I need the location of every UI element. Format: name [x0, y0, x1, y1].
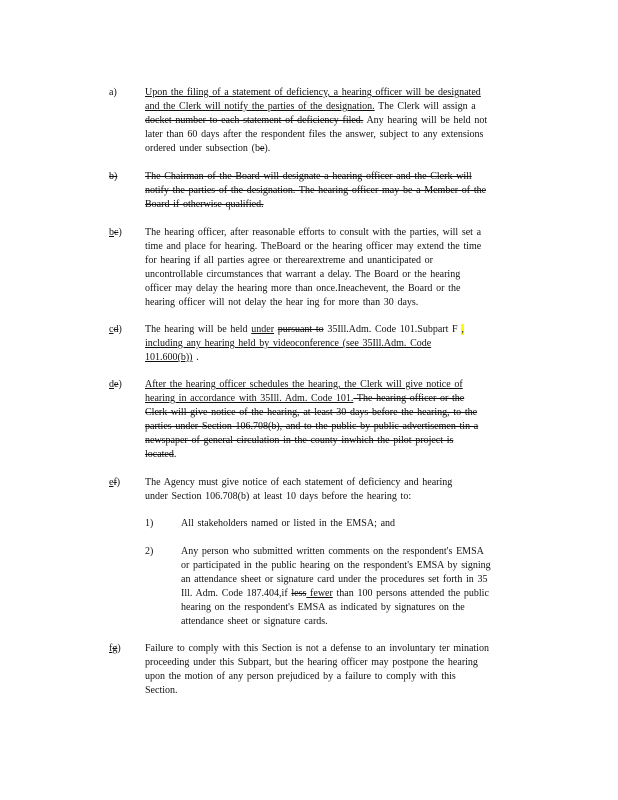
- inserted-text: fewer: [306, 587, 333, 599]
- paragraph-text: [145, 642, 532, 698]
- text-line: [145, 392, 532, 406]
- text-run: for hearing if all parties agree or therearextreme and unanticipated or: [145, 254, 433, 266]
- text-line: [145, 268, 532, 282]
- text-run: The Clerk will assign a: [374, 100, 476, 112]
- text-line: [145, 406, 532, 420]
- text-line: [145, 420, 532, 434]
- text-line: [181, 559, 532, 573]
- text-run: .: [192, 351, 199, 363]
- inserted-text: under: [251, 324, 275, 335]
- deleted-text: located: [145, 448, 174, 460]
- paragraph-text: [145, 170, 532, 212]
- text-line: [145, 337, 532, 351]
- paragraph-text: [145, 323, 532, 365]
- text-line: [145, 142, 532, 156]
- text-run: upon the motion of any person prejudiced by a failure to comply with this: [145, 670, 456, 682]
- text-run: hearing on the respondent's EMSA as indicated by signatures on the: [181, 601, 465, 613]
- deleted-text: Board if otherwise qualified.: [145, 198, 264, 210]
- paragraph-label: ef): [109, 477, 121, 488]
- text-line: [145, 86, 532, 100]
- text-line: [145, 642, 532, 656]
- text-run: All stakeholders named or listed in the EMSA; and: [181, 518, 396, 529]
- text-line: [145, 476, 532, 490]
- deleted-text: parties under Section 106.708(b), and to the public by public advertisemen tin a: [145, 420, 479, 432]
- text-run: uncontrollable circumstances that warrant a delay. The Board or the hearing: [145, 268, 461, 280]
- deleted-text: The hearing officer or the: [353, 392, 465, 404]
- deleted-text: less: [291, 587, 307, 599]
- inserted-text: and the Clerk will notify the parties of the designation.: [145, 100, 375, 112]
- text-line: [181, 573, 532, 587]
- subitem-text: [181, 517, 532, 531]
- text-run: under Section 106.708(b) at least 10 days before the hearing to:: [145, 490, 412, 502]
- paragraph-text: [145, 476, 532, 504]
- text-run: an attendance sheet or signature card under the procedures set forth in 35: [181, 573, 488, 585]
- text-line: [145, 184, 532, 198]
- text-run: 35Ill.Adm. Code 101.Subpart F: [323, 324, 462, 335]
- text-run: attendance sheet or signature cards.: [181, 615, 328, 627]
- paragraph-label: a): [109, 87, 117, 98]
- inserted-text: After the hearing officer schedules the hearing, the Clerk will give notice of: [145, 379, 463, 390]
- text-run: ordered under subsection (b: [145, 142, 260, 154]
- deleted-text: The Chairman of the Board will designate a hearing officer and the Clerk will: [145, 171, 472, 182]
- text-line: [145, 490, 532, 504]
- deleted-text: e: [259, 142, 265, 154]
- subitem-text: [181, 545, 532, 628]
- text-line: [145, 240, 532, 254]
- deleted-text: Clerk will give notice of the hearing, at least 30 days before the hearing, to the: [145, 406, 478, 418]
- text-line: [145, 434, 532, 448]
- text-run: proceeding under this Subpart, but the hearing officer may postpone the hearing: [145, 656, 478, 668]
- text-line: [181, 615, 532, 629]
- text-line: [145, 684, 532, 698]
- text-line: [145, 282, 532, 296]
- paragraph-label: fg): [109, 643, 121, 654]
- paragraph-label: bc): [109, 227, 122, 238]
- subitem-label: 2): [145, 546, 154, 557]
- text-run: The hearing will be held: [145, 324, 252, 335]
- text-run: than 100 persons attended the public: [332, 587, 489, 599]
- text-line: [145, 448, 532, 462]
- text-run: officer may delay the hearing more than once.Ineachevent, the Board or the: [145, 282, 461, 294]
- text-run: .: [173, 448, 177, 460]
- highlighted-text: ,: [461, 324, 464, 335]
- text-run: Ill. Adm. Code 187.404,if: [181, 587, 292, 599]
- text-run: or participated in the public hearing on the respondent's EMSA by signing: [181, 559, 491, 571]
- text-line: [145, 656, 532, 670]
- paragraph-label-deleted: b): [109, 171, 118, 182]
- inserted-text: including any hearing held by videoconference (see 35Ill.Adm. Code: [145, 337, 432, 349]
- inserted-text: 101.600(b)): [145, 351, 193, 363]
- text-line: [145, 254, 532, 268]
- text-run: Any hearing will be held not: [363, 114, 488, 126]
- text-run: time and place for hearing. TheBoard or the hearing officer may extend the time: [145, 240, 482, 252]
- text-line: [181, 587, 532, 601]
- inserted-text: Upon the filing of a statement of deficiency, a hearing officer will be designated: [145, 87, 481, 98]
- deleted-text: pursuant to: [277, 324, 324, 335]
- paragraph-label: cd): [109, 324, 122, 335]
- text-line: [145, 114, 532, 128]
- paragraph-text: [145, 86, 532, 156]
- text-line: [145, 128, 532, 142]
- deleted-text: docket number to each statement of deficiency filed.: [145, 114, 364, 126]
- text-run: Section.: [145, 684, 178, 696]
- text-run: The hearing officer, after reasonable efforts to consult with the parties, will set a: [145, 227, 482, 238]
- text-line: [181, 601, 532, 615]
- text-run: Any person who submitted written comments on the respondent's EMSA: [181, 546, 484, 557]
- paragraph-text: [145, 226, 532, 309]
- text-run: later than 60 days after the respondent files the answer, subject to any extensions: [145, 128, 484, 140]
- text-line: [181, 545, 532, 559]
- text-line: [181, 517, 532, 531]
- text-line: [145, 170, 532, 184]
- deleted-text: newspaper of general circulation in the county inwhich the pilot project is: [145, 434, 454, 446]
- deleted-text: notify the parties of the designation. The hearing officer may be a Member of the: [145, 184, 487, 196]
- subitem-label: 1): [145, 518, 154, 529]
- text-run: ).: [264, 142, 271, 154]
- paragraph-label: de): [109, 379, 122, 390]
- text-run: The Agency must give notice of each statement of deficiency and hearing: [145, 477, 453, 488]
- text-line: [145, 226, 532, 240]
- text-line: [145, 351, 532, 365]
- text-line: [145, 198, 532, 212]
- text-line: [145, 378, 532, 392]
- text-line: [145, 100, 532, 114]
- text-line: [145, 323, 532, 337]
- text-run: Failure to comply with this Section is not a defense to an involuntary ter mination: [145, 643, 489, 654]
- text-line: [145, 296, 532, 310]
- paragraph-text: [145, 378, 532, 461]
- inserted-text: hearing in accordance with 35Ill. Adm. Code 101.: [145, 392, 354, 404]
- text-run: hearing officer will not delay the hear ing for more than 30 days.: [145, 296, 419, 308]
- text-line: [145, 670, 532, 684]
